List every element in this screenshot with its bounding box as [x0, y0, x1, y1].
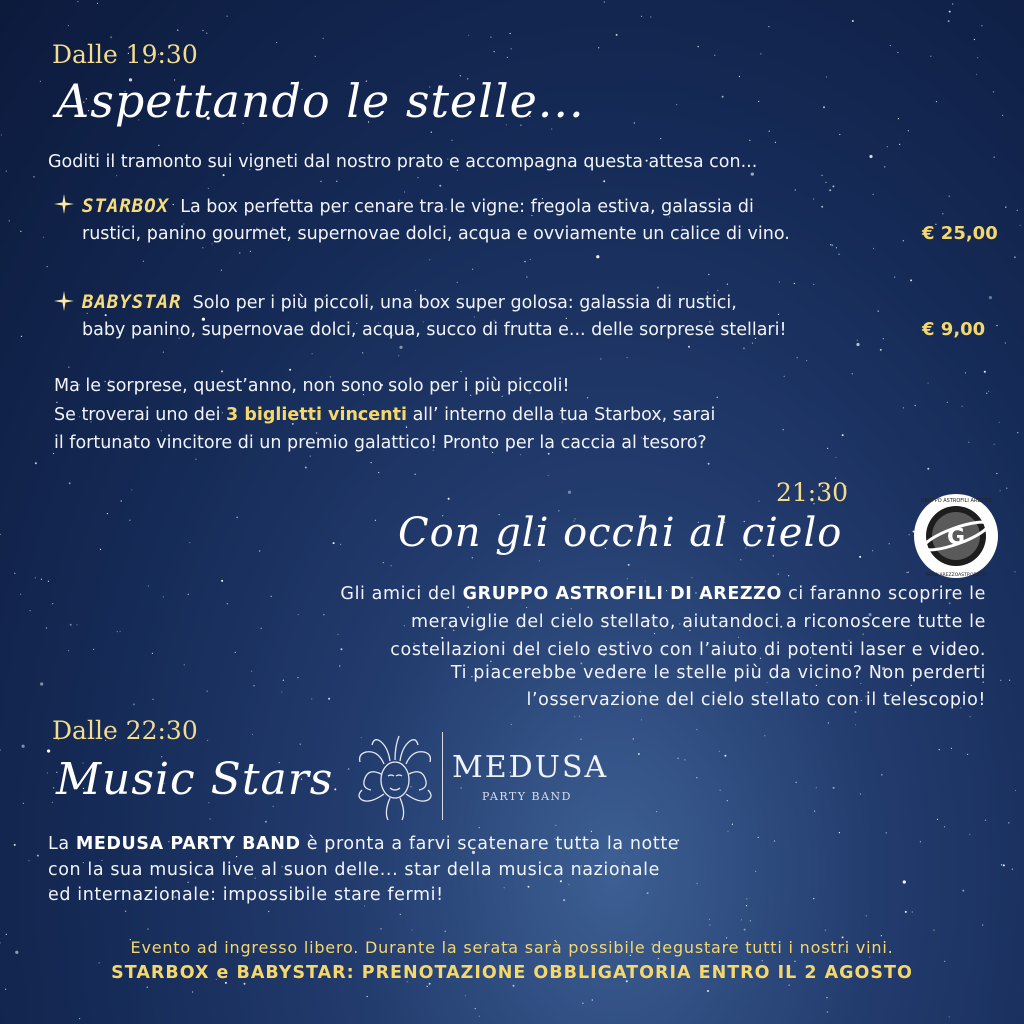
starbox-price: € 25,00 [922, 223, 998, 244]
surprise-line2-post: all’ interno della tua Starbox, sarai [407, 405, 716, 425]
section2-line1 [340, 582, 986, 606]
starbox-desc-line2: rustici, panino gourmet, supernovae dolci, acqua e ovviamente un calice di vino. [82, 224, 790, 244]
section3-line2: con la sua musica live al suon delle... star della musica nazionale [48, 860, 660, 880]
sparkle-icon [54, 291, 74, 311]
section3-line1-pre: La [48, 834, 76, 854]
sparkle-icon [54, 194, 74, 214]
footer-info: Evento ad ingresso libero. Durante la serata sarà possibile degustare tutti i nostri vini. [130, 938, 894, 957]
section2-line1-pre: Gli amici del [340, 584, 463, 604]
svg-text:WWW.AREZZOASTROFILI.IT: WWW.AREZZOASTROFILI.IT [925, 573, 987, 578]
section2-title: Con gli occhi al cielo [398, 510, 843, 556]
section2-line5: l’osservazione del cielo stellato con il telescopio! [526, 690, 986, 710]
section1-intro: Goditi il tramonto sui vigneti dal nostro prato e accompagna questa attesa con... [48, 152, 758, 172]
svg-text:GRUPPO ASTROFILI AREZZO: GRUPPO ASTROFILI AREZZO [920, 498, 992, 504]
starbox-desc-line1: La box perfetta per cenare tra le vigne: fregola estiva, galassia di [180, 197, 754, 217]
band-subtitle: PARTY BAND [482, 790, 572, 803]
section2-line2: meraviglie del cielo stellato, aiutandoci a riconoscere tutte le [410, 612, 986, 632]
surprise-line2-pre: Se troverai uno dei [54, 405, 227, 425]
surprise-line3: il fortunato vincitore di un premio galattico! Pronto per la caccia al tesoro? [54, 433, 707, 453]
section3-line3: ed internazionale: impossibile stare fermi! [48, 885, 444, 905]
babystar-item [82, 290, 982, 315]
section3-title: Music Stars [56, 754, 334, 805]
section2-line3: costellazioni del cielo estivo con l’aiuto di potenti laser e video. [390, 640, 986, 660]
section1-time: Dalle 19:30 [52, 40, 198, 69]
starbox-label: STARBOX [82, 195, 170, 217]
section2-line1-post: ci faranno scoprire le [781, 584, 986, 604]
medusa-band-name: MEDUSA PARTY BAND [75, 834, 301, 854]
astrofili-name: GRUPPO ASTROFILI DI AREZZO [462, 584, 782, 604]
section3-line1-post: è pronta a farvi scatenare tutta la notte [300, 834, 680, 854]
section1-title: Aspettando le stelle... [56, 74, 585, 128]
surprise-highlight: 3 biglietti vincenti [226, 405, 407, 425]
babystar-price: € 9,00 [922, 319, 986, 340]
band-name: MEDUSA [452, 750, 609, 785]
svg-text:G: G [946, 525, 966, 550]
section2-time: 21:30 [776, 478, 849, 507]
section3-time: Dalle 22:30 [52, 716, 198, 745]
starbox-item [82, 194, 982, 219]
logo-divider [442, 732, 443, 820]
surprise-line2 [54, 403, 715, 427]
babystar-desc-line2: baby panino, supernovae dolci, acqua, succo di frutta e... delle sorprese stellari! [82, 320, 787, 340]
babystar-desc-line1: Solo per i più piccoli, una box super golosa: galassia di rustici, [192, 293, 737, 313]
astrofili-logo [912, 492, 1000, 580]
section2-line4: Ti piacerebbe vedere le stelle più da vicino? Non perderti [450, 663, 986, 683]
babystar-label: BABYSTAR [82, 291, 182, 313]
footer-booking: STARBOX e BABYSTAR: PRENOTAZIONE OBBLIGATORIA ENTRO IL 2 AGOSTO [111, 963, 913, 983]
medusa-head-icon [350, 730, 440, 822]
surprise-line1: Ma le sorprese, quest’anno, non sono solo per i più piccoli! [54, 376, 570, 396]
section3-line1 [48, 832, 679, 856]
